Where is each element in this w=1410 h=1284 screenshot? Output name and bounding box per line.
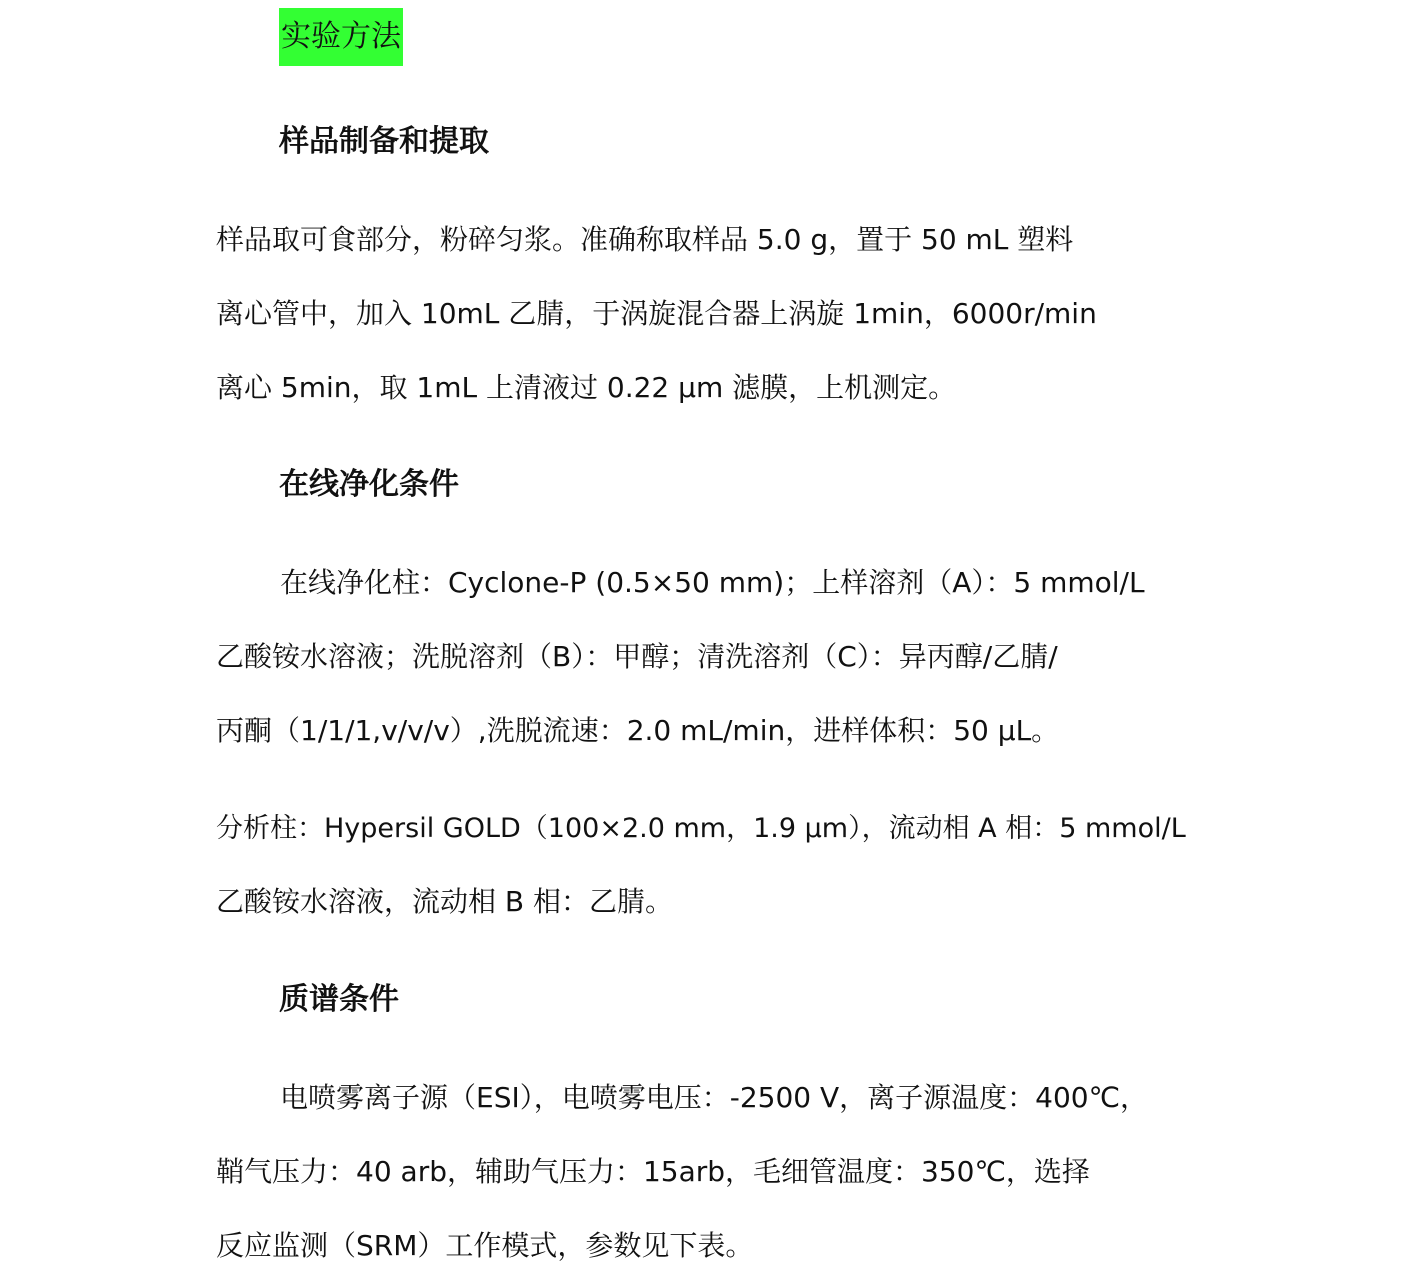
body-line: [216, 882, 1196, 922]
line-text: 反应监测（SRM）工作模式，参数见下表。: [216, 1229, 754, 1262]
body-line: [216, 368, 1196, 408]
section-heading-ms-conditions: 质谱条件: [279, 982, 399, 1017]
line-text: 鞘气压力：40 arb，辅助气压力：15arb，毛细管温度：350℃，选择: [216, 1155, 1090, 1188]
body-line: [280, 563, 1196, 603]
line-text: 乙酸铵水溶液；洗脱溶剂（B）：甲醇；清洗溶剂（C）：异丙醇/乙腈/: [216, 640, 1058, 673]
page-title: 实验方法: [279, 8, 403, 66]
body-line: [216, 1152, 1196, 1192]
body-line: [216, 637, 1196, 677]
section-heading-online-cleanup: 在线净化条件: [279, 467, 459, 502]
body-line: [216, 809, 1196, 849]
body-line: [216, 220, 1196, 260]
line-text: 丙酮（1/1/1,v/v/v）,洗脱流速：2.0 mL/min，进样体积：50 μL。: [216, 714, 1060, 747]
line-text: 样品取可食部分，粉碎匀浆。准确称取样品 5.0 g，置于 50 mL 塑料: [216, 223, 1074, 256]
line-text: 分析柱：Hypersil GOLD（100×2.0 mm，1.9 μm），流动相 A 相：5 mmol/L: [216, 813, 1186, 844]
body-line: [280, 1078, 1196, 1118]
section-heading-sample-prep: 样品制备和提取: [279, 124, 489, 159]
line-text: 在线净化柱：Cyclone-P (0.5×50 mm)；上样溶剂（A）：5 mmol/L: [280, 566, 1145, 599]
body-line: [216, 1226, 1196, 1266]
line-text: 电喷雾离子源（ESI），电喷雾电压：-2500 V，离子源温度：400℃，: [280, 1081, 1149, 1114]
line-text: 离心管中，加入 10mL 乙腈，于涡旋混合器上涡旋 1min，6000r/min: [216, 297, 1097, 330]
line-text: 乙酸铵水溶液，流动相 B 相：乙腈。: [216, 885, 674, 918]
body-line: [216, 711, 1196, 751]
line-text: 离心 5min，取 1mL 上清液过 0.22 μm 滤膜，上机测定。: [216, 371, 957, 404]
body-line: [216, 294, 1196, 334]
